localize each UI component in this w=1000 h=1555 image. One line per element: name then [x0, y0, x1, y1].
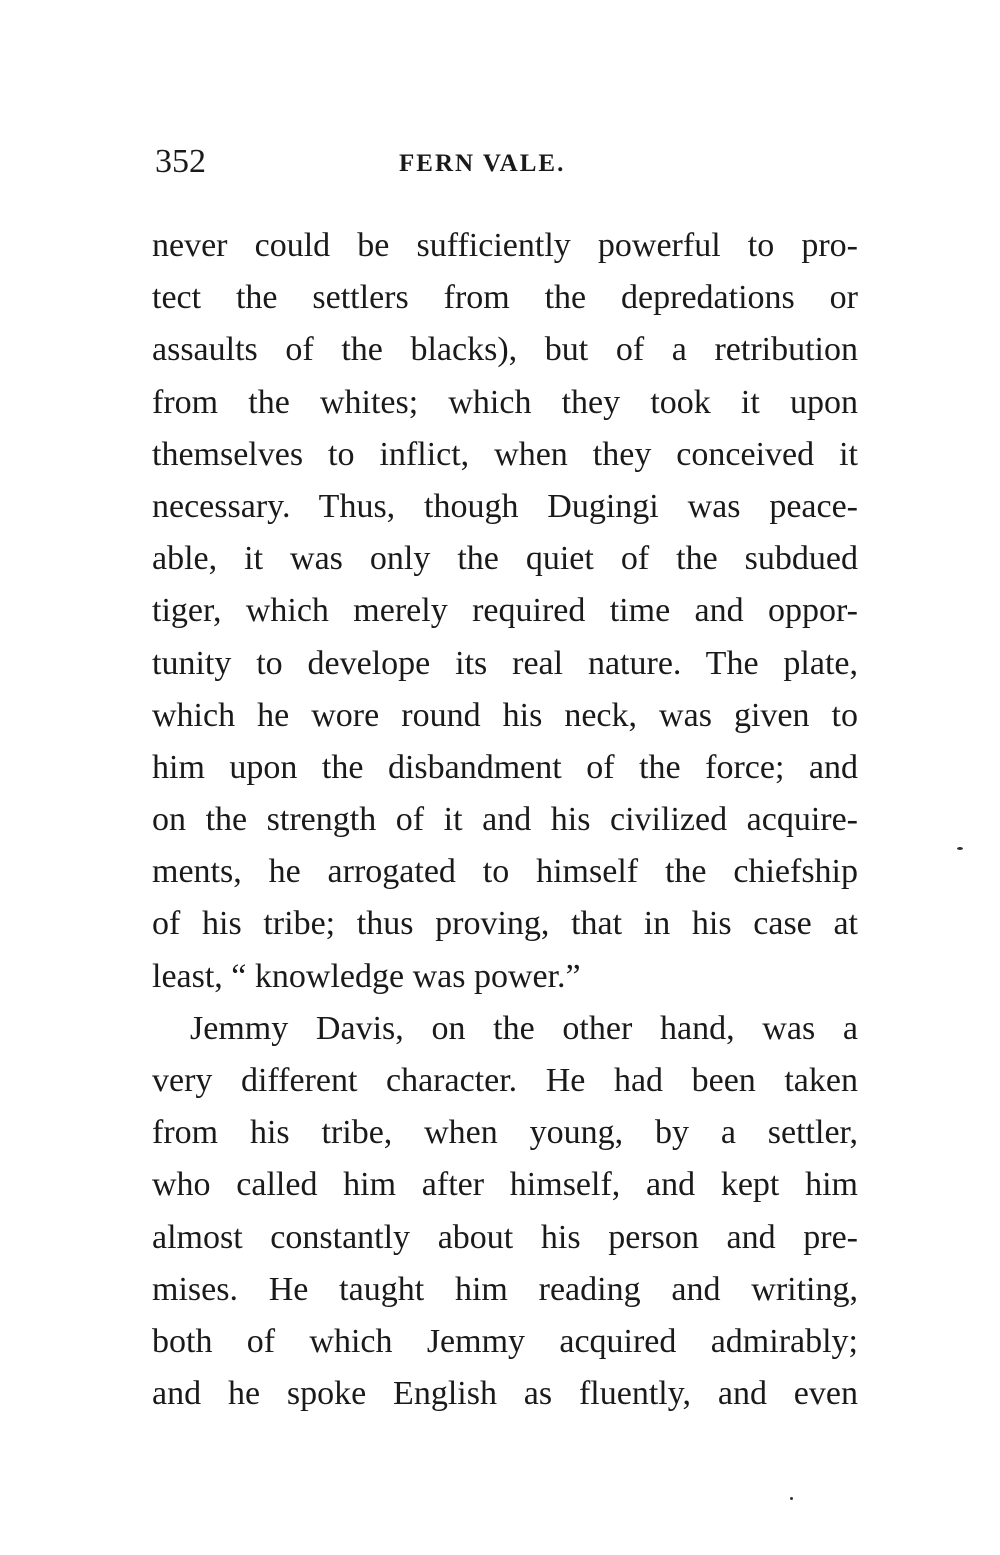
text-line: which he wore round his neck, was given to: [152, 696, 858, 734]
text-line: mises. He taught him reading and writing,: [152, 1270, 858, 1308]
text-line: least, “ knowledge was power.”: [152, 957, 581, 995]
text-line: very different character. He had been taken: [152, 1062, 858, 1099]
text-line: necessary. Thus, though Dugingi was peace-: [152, 487, 858, 525]
text-line: tect the settlers from the depredations or: [152, 279, 858, 317]
text-line: on the strength of it and his civilized acquire-: [152, 801, 858, 839]
paragraph: [152, 1003, 858, 1421]
text-line: themselves to inflict, when they conceived it: [152, 435, 858, 473]
text-line: able, it was only the quiet of the subdued: [152, 540, 858, 578]
page-number: 352: [155, 143, 206, 180]
text-line: Jemmy Davis, on the other hand, was a: [190, 1009, 858, 1047]
text-line: ments, he arrogated to himself the chiefship: [152, 853, 858, 891]
scan-speck: [957, 847, 963, 850]
text-line: him upon the disbandment of the force; and: [152, 748, 858, 786]
paragraph: [152, 220, 858, 1003]
text-line: who called him after himself, and kept him: [152, 1166, 858, 1204]
text-line: both of which Jemmy acquired admirably;: [152, 1322, 858, 1360]
body-text: [152, 220, 858, 1420]
text-line: almost constantly about his person and pre-: [152, 1218, 858, 1256]
page-header: [155, 140, 855, 184]
text-line: tunity to develope its real nature. The plate,: [152, 644, 858, 682]
text-line: assaults of the blacks), but of a retribution: [152, 331, 858, 369]
text-line: never could be sufficiently powerful to pro-: [152, 227, 858, 264]
scan-speck: [790, 1497, 793, 1500]
text-line: from his tribe, when young, by a settler,: [152, 1114, 858, 1152]
text-line: from the whites; which they took it upon: [152, 383, 858, 421]
text-line: of his tribe; thus proving, that in his case at: [152, 905, 858, 943]
running-title: FERN VALE.: [399, 150, 566, 177]
text-line: tiger, which merely required time and oppor-: [152, 592, 858, 630]
text-line: and he spoke English as fluently, and even: [152, 1375, 858, 1413]
